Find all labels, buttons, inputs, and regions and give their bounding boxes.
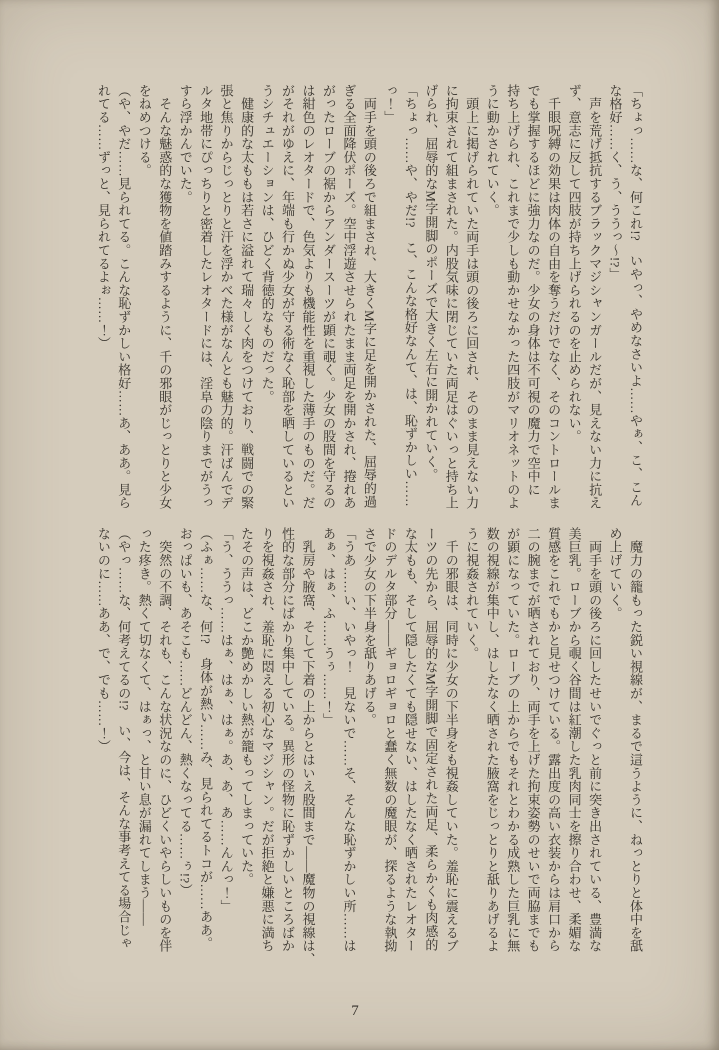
text-column: っ！」 — [382, 84, 398, 124]
text-column: 乳房や腋窩、そして下着の上からとはいえ股間まで——魔物の視線は、 — [300, 527, 316, 966]
text-column: （や、やだ……見られてる。こんな恥ずかしい格好……あ、ああ。見ら — [116, 84, 132, 510]
text-column: な格好……く、う、ううっ〜!?」 — [607, 84, 623, 281]
text-column: 両手を頭の後ろで組まされ、大きくM字に足を開かされた、屈辱的過 — [361, 84, 377, 509]
text-column: さで少女の下半身を舐りあげる。 — [361, 527, 377, 727]
text-column: ーツの先から、屈辱的なM字開脚で固定された両足、柔らかくも肉感的 — [423, 527, 439, 952]
text-column: 千眼呪縛の効果は肉体の自由を奪うだけでなく、そのコントロールま — [546, 84, 562, 510]
text-column: （やっ……な、何考えてるの!? い、今は、そんな事考えてる場合じゃ — [116, 527, 132, 950]
text-column: ドのデルタ部分——ギョロギョロと蠢く無数の魔眼が、探るような執拗 — [382, 527, 398, 953]
text-column: 両手を頭の後ろに回したせいでぐっと前に突き出されている、豊満な — [587, 527, 603, 953]
text-column: 質感をこれでもかと見せつけている。露出度の高い衣装からは肩口から — [546, 527, 562, 953]
text-column: 二の腕までが晒されており、両手を上げた拘束姿勢のせいで両脇までも — [525, 527, 541, 953]
page-number: 7 — [351, 1003, 360, 1019]
text-column: うに動かされていく。 — [484, 84, 500, 217]
text-column: ないのに……ああ、で、でも……！） — [95, 527, 111, 754]
text-column: おっぱいも、あそこも……どんどん、熱くなってる……ぅ!?） — [177, 527, 193, 897]
text-column: がったローブの裾からアンダースーツが顕に覗く。少女の股間を守るの — [320, 84, 336, 510]
text-column: 「う、ううっ……はぁ、はぁ、はぁ。あ、あ、あ……んんっ！」 — [218, 527, 234, 913]
text-column: は紺色のレオタードで、色気よりも機能性を重視した薄手のものだ。だ — [300, 84, 316, 510]
text-column: め上げていく。 — [607, 527, 623, 621]
text-column: 美巨乳。ローブから覗く谷間は紅潮した乳肉同士を擦り合わせ、柔媚な — [566, 527, 582, 953]
text-column: に拘束されて組まされた。内股気味に閉じていた両足はぐいっと持ち上 — [443, 84, 459, 510]
text-column: 持ち上げられ、これまで少しも動かせなかった四肢がマリオネットのよ — [505, 84, 521, 510]
text-column: げられ、屈辱的なM字開脚のポーズで大きく左右に開かれていく。 — [423, 84, 439, 482]
text-column: 数の視線が集中し、はしたなく晒された腋窩をじっとりと舐りあげるよ — [484, 527, 500, 953]
text-column: うに視姦されていく。 — [464, 527, 480, 660]
text-column: 千の邪眼は、同時に少女の下半身をも視姦していた。羞恥に震えるブ — [443, 527, 459, 953]
text-column: ず、意志に反して四肢が持ち上げられるのを止められない。 — [566, 84, 582, 444]
text-column: りを視姦され、羞恥に悶える初心なマジシャン。だが拒絶と嫌悪に満ち — [259, 527, 275, 953]
text-column: 張と焦りからじっとりと汗を浮かべた様がなんとも魅力的。汗ばんでデ — [218, 84, 234, 510]
text-column: たその声は、どこか艶めかしい熱が籠もってしまっていた。 — [239, 527, 255, 887]
text-column: 頭上に掲げられていた両手は頭の後ろに回され、そのまま見えない力 — [464, 84, 480, 510]
text-column: った疼き。熱くて切なくて、はぁっ、と甘い息が漏れてしまう—— — [136, 527, 152, 926]
text-column: 魔力の籠もった鋭い視線が、まるで這うように、ねっとりと体中を舐 — [628, 527, 643, 953]
text-column: 突然の不調、それも、こんな状況なのに、ひどくいやらしいものを伴 — [157, 527, 173, 953]
text-column: そんな魅惑的な獲物を値踏みするように、千の邪眼がじっとりと少女 — [157, 84, 173, 510]
text-column: 健康的な太ももは若さに溢れて瑞々しく肉をつけており、戦闘での緊 — [239, 84, 255, 510]
text-column: ぎる全面降伏ポーズ。空中浮遊させられたまま両足を開かされ、捲れあ — [341, 84, 357, 510]
text-column: うシチュエーションは、ひどく背徳的なものだった。 — [259, 84, 275, 404]
text-column: な太もも、そして隠したくても隠せない、はしたなく晒されたレオター — [402, 527, 418, 953]
text-column: れてる……ずっと、見られてるよぉ……！） — [95, 84, 111, 350]
text-block-top — [92, 84, 645, 508]
text-column: 性的な部分にばかり集中している。異形の怪物に恥ずかしいところばか — [280, 527, 296, 953]
text-column: 「ちょっ……な、何これ!? いやっ、やめなさいよ……やぁ、こ、こん — [628, 84, 643, 507]
text-column: ルタ地帯にぴっちりと密着したレオタードには、淫阜の陰りまでがうっ — [198, 84, 214, 510]
text-column: （ふぁ……な、何!? 身体が熱い……み、見られてるトコが……ああ。 — [198, 527, 214, 950]
text-column: がそれがゆえに、年端も行かぬ少女が守る術なく恥部を晒しているとい — [280, 84, 296, 510]
text-column: でも掌握するほどに強力なのだ。少女の身体は不可視の魔力で空中に — [525, 84, 541, 497]
text-column: が顕になっていた。ローブの上からでもそれとわかる成熟した巨乳に無 — [505, 527, 521, 953]
text-column: あぁ、はぁ、ふ……うぅ……！」 — [320, 527, 336, 727]
text-block-bottom — [92, 527, 645, 977]
text-column: 声を荒げ抵抗するブラックマジシャンガールだが、見えない力に抗え — [587, 84, 603, 510]
text-column: 「うあ……い、いやっ！ 見ないで……そ、そんな恥ずかしい所……は — [341, 527, 357, 953]
text-column: すら浮かんでいた。 — [177, 84, 193, 204]
text-column: をねめつける。 — [136, 84, 152, 178]
text-column: 「ちょっ……や、やだ!? こ、こんな格好なんて、は、恥ずかしい…… — [402, 84, 418, 507]
